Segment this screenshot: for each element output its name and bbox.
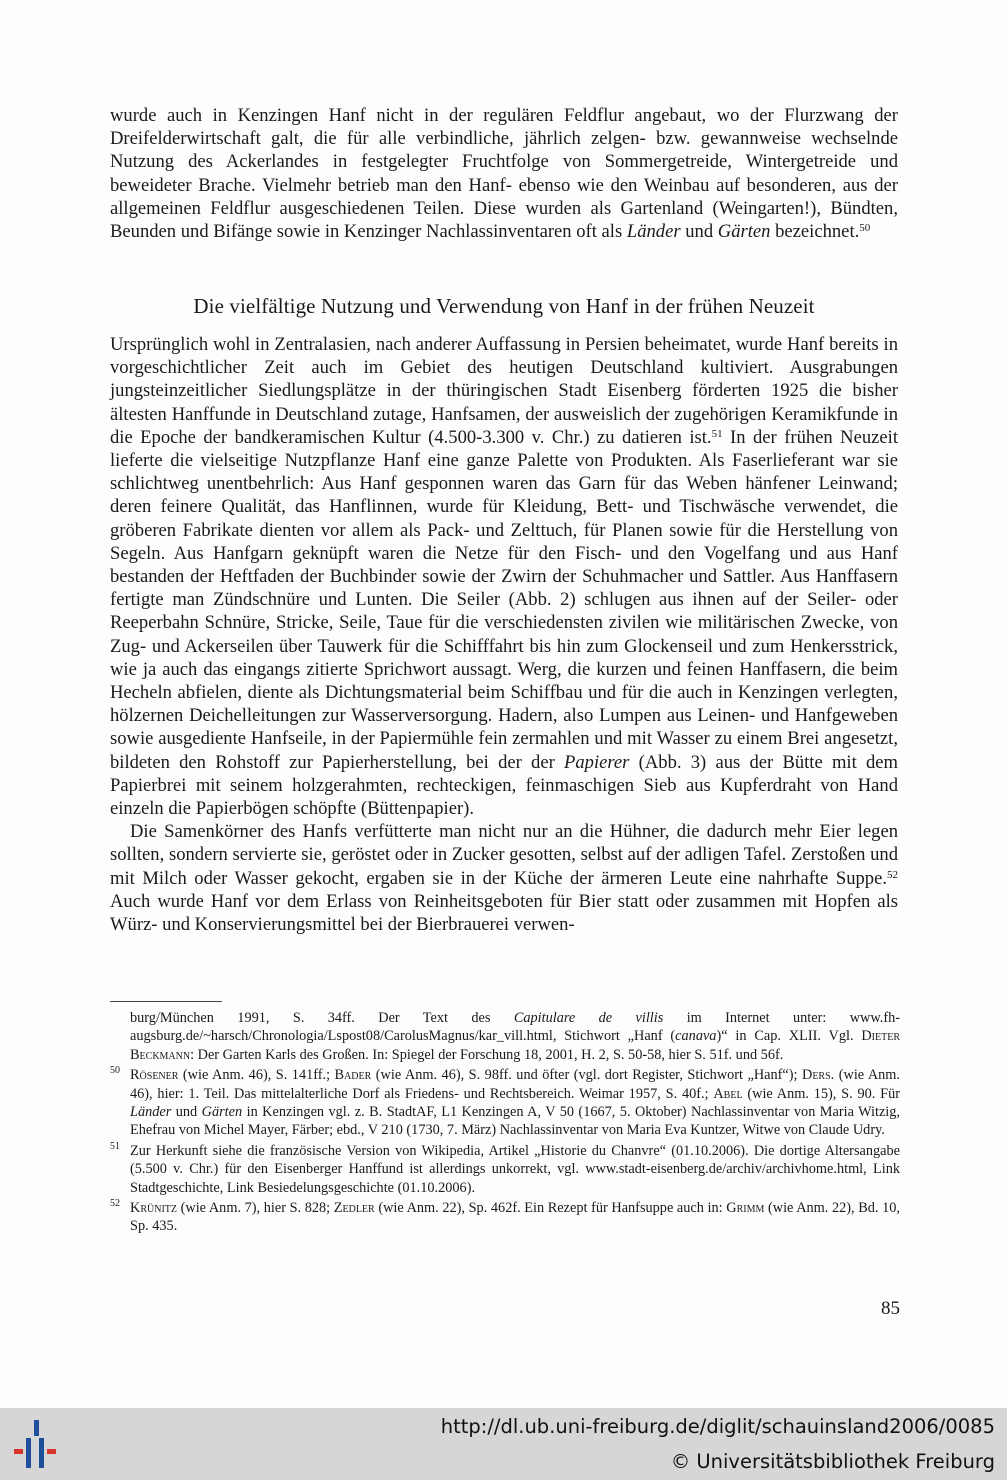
footnote-number: 52 <box>110 1198 120 1210</box>
text-run: (wie Anm. 15), S. 90. Für <box>742 1085 900 1102</box>
section-body <box>110 333 898 936</box>
italic-term: Papierer <box>564 751 630 773</box>
paragraph <box>110 820 898 936</box>
footnote-50 <box>110 1066 900 1140</box>
text-run: Die Samenkörner des Hanfs verfütterte man nicht nur an die Hühner, die dadurch mehr Eier legen sollten, sondern servierte sie, geröstet oder in Zucker gesotten, selbst auf der adligen Tafel. Zerstoßen und mit Milch oder Wasser gekocht, ergaben sie in der Küche der ärmeren Leute eine nahrhafte Suppe. <box>110 821 898 889</box>
text-run: (wie Anm. 46), S. 98ff. und öfter (vgl. dort Register, Stichwort „Hanf“); <box>371 1067 802 1084</box>
text-run: (Abb. 3) aus der Bütte mit dem Papierbrei mit seinem holzgerahmten, rechteckigen, feinmaschigen Sieb aus Kupferdraht von Hand einzeln die Papierbögen schöpfte (Büttenpapier). <box>110 751 898 820</box>
text-run: )“ in Cap. XLII. Vgl. <box>716 1028 862 1045</box>
text-run: wurde auch in Kenzingen Hanf nicht in der regulären Feldflur angebaut, wo der Flurzwang der Dreifelderwirtschaft galt, die für alle verbindliche, jährlich zelgen- bzw. gewannweise wechselnde Nutzung des Ackerlandes in festgelegter Fruchtfolge von Sommergetreide, Wintergetreide und beweideter Brache. Vielmehr betrieb man den Hanf- ebenso wie den Weinbau auf besonderen, aus der allgemeinen Feldflur ausgeschiedenen Teilen. Diese wurden als Gartenland (Weingarten!), Bündten, Beunden und Bifänge sowie in Kenzinger Nachlassinventaren oft als <box>110 105 898 243</box>
footnote-51 <box>110 1142 900 1197</box>
footnotes <box>110 1009 900 1238</box>
footnote-continuation <box>110 1009 900 1064</box>
italic-term: canava <box>675 1028 717 1045</box>
author-name: Zedler <box>333 1200 375 1217</box>
text-run: Ursprünglich wohl in Zentralasien, nach anderer Auffassung in Persien beheimatet, wurde Hanf bereits in vorgeschichtlicher Zeit auch im Gebiet des heutigen Deutschland kultiviert. Ausgrabungen jungsteinzeitlicher Siedlungsplätze in der thüringischen Stadt Eisenberg förderten 1925 die bisher ältesten Hanffunde in Deutschland zutage, Hanfsamen, der ausweislich der zugehörigen Keramikfunde in die Epoche der bandkeramischen Kultur (4.500-3.300 v. Chr.) zu datieren ist. <box>110 334 898 448</box>
text-run: und <box>171 1104 202 1121</box>
text-run: (wie Anm. 46), hier: 1. Teil. Das mittelalterliche Dorf als Friedens- und Rechtsbereich. Weimar 1957, S. 40f.; <box>130 1067 901 1102</box>
italic-term: Gärten <box>717 221 771 243</box>
author-name: Ders. <box>802 1067 835 1084</box>
author-name: Krünitz <box>130 1200 177 1217</box>
text-run: (wie Anm. 22), Sp. 462f. Ein Rezept für Hanfsuppe auch in: <box>374 1200 727 1217</box>
footnote-number: 51 <box>110 1140 120 1152</box>
text-run: in Kenzingen vgl. z. B. StadtAF, L1 Kenzingen A, V 50 (1667, 5. Oktober) Nachlassinventar von Maria Witzig, Ehefrau von Michel Mayer, Färber; ebd., V 210 (1730, 7. März) Nachlassinventar von Maria Eva Kuntzer, Witwe von Claude Udry. <box>130 1104 901 1139</box>
text-run: im Internet unter: www.fh-augsburg.de/~harsch/Chronologia/Lspost08/CarolusMagnus/kar_vill.html, Stichwort „Hanf ( <box>130 1010 901 1045</box>
italic-term: Gärten <box>201 1104 243 1121</box>
footnote-ref: 50 <box>859 222 871 235</box>
section-heading: Die vielfältige Nutzung und Verwendung von Hanf in der frühen Neuzeit <box>193 294 815 318</box>
footnote-52 <box>110 1199 900 1236</box>
text-run: (wie Anm. 7), hier S. 828; <box>177 1200 334 1217</box>
footnote-ref: 51 <box>711 427 723 440</box>
author-name: Bader <box>334 1067 372 1084</box>
text-run: Auch wurde Hanf vor dem Erlass von Reinheitsgeboten für Bier statt oder zusammen mit Hopfen als Würz- und Konservierungsmittel bei der Bierbrauerei verwen- <box>110 890 898 936</box>
italic-term: Länder <box>130 1104 172 1121</box>
author-name: Dieter Beckmann <box>130 1028 900 1063</box>
text-run: In der frühen Neuzeit lieferte die vielseitige Nutzpflanze Hanf eine ganze Palette von Produkten. Als Faserlieferant war sie schlichtweg unentbehrlich: Aus Hanf gesponnen waren das Garn für das Weben hänfener Leinwand; deren feinere Qualität, das Hanflinnen, wurde für Kleidung, Bett- und Tischwäsche verwendet, die gröberen Fabrikate dienten vor allem als Pack- und Zelttuch, für Planen sowie für die Herstellung von Segeln. Aus Hanfgarn geknüpft waren die Netze für den Fisch- und den Vogelfang und aus Hanf bestanden der Heftfaden der Buchbinder sowie der Zwirn der Schuhmacher und Sattler. Aus Hanffasern fertigte man Zündschnüre und Lunten. Die Seiler (Abb. 2) schlugen aus ihnen auf der Seiler- oder Reeperbahn Schnüre, Stricke, Seile, Taue für die verschiedensten zivilen wie militärischen Zwecke, von Zug- und Ackerseilen über Tauwerk für die Schifffahrt bis hin zum Glockenseil und zum Henkersstrick, wie ja auch das eingangs zitierte Sprichwort aussagt. Werg, die kurzen und feinen Hanffasern, die beim Hecheln abfielen, diente als Dichtungsmaterial beim Schiffbau und für die auch in Kenzingen verlegten, hölzernen Deichelleitungen zur Wasserversorgung. Hadern, also Lumpen aus Leinen- und Hanfgeweben sowie ausgediente Hanfseile, in der Papiermühle fein zermahlen und mit Wasser zu einem Brei angesetzt, bildeten den Rohstoff zur Papierherstellung, bei der der <box>110 426 899 773</box>
italic-term: Länder <box>626 221 681 243</box>
author-name: Abel <box>713 1085 743 1102</box>
paragraph-continuation <box>110 104 898 243</box>
footnote-ref: 52 <box>887 868 898 881</box>
footnote-number: 50 <box>110 1065 120 1077</box>
author-name: Rösener <box>130 1067 179 1084</box>
text-run: und <box>680 221 718 243</box>
italic-term: Capitulare de villis <box>513 1010 664 1026</box>
library-logo-icon <box>12 1416 64 1472</box>
page-number: 85 <box>881 1298 900 1319</box>
text-run: (wie Anm. 22), Bd. 10, Sp. 435. <box>130 1200 900 1235</box>
footer-url-link[interactable]: http://dl.ub.uni-freiburg.de/diglit/schauinsland2006/0085 <box>440 1415 995 1438</box>
text-run: burg/München 1991, S. 34ff. Der Text des <box>130 1010 514 1026</box>
text-run: (wie Anm. 46), S. 141ff.; <box>178 1067 335 1084</box>
paragraph <box>110 333 898 820</box>
text-run: bezeichnet. <box>770 221 860 243</box>
footnote-divider <box>110 1001 222 1002</box>
footer-copyright: © Universitätsbibliothek Freiburg <box>670 1450 995 1473</box>
author-name: Grimm <box>726 1200 765 1217</box>
text-run: : Der Garten Karls des Großen. In: Spiegel der Forschung 18, 2001, H. 2, S. 50-58, hier S. 51f. und 56f. <box>190 1046 784 1063</box>
text-run: Zur Herkunft siehe die französische Version von Wikipedia, Artikel „Historie du Chanvre“ (01.10.2006). Die dortige Altersangabe (5.500 v. Chr.) für den Eisenberger Hanffund ist allerdings unkorrekt, vgl. www.stadt-eisenberg.de/archiv/archivhome.html, Link Stadtgeschichte, Link Besiedelungsgeschichte (01.10.2006). <box>130 1142 900 1196</box>
footer-bar <box>0 1408 1007 1480</box>
